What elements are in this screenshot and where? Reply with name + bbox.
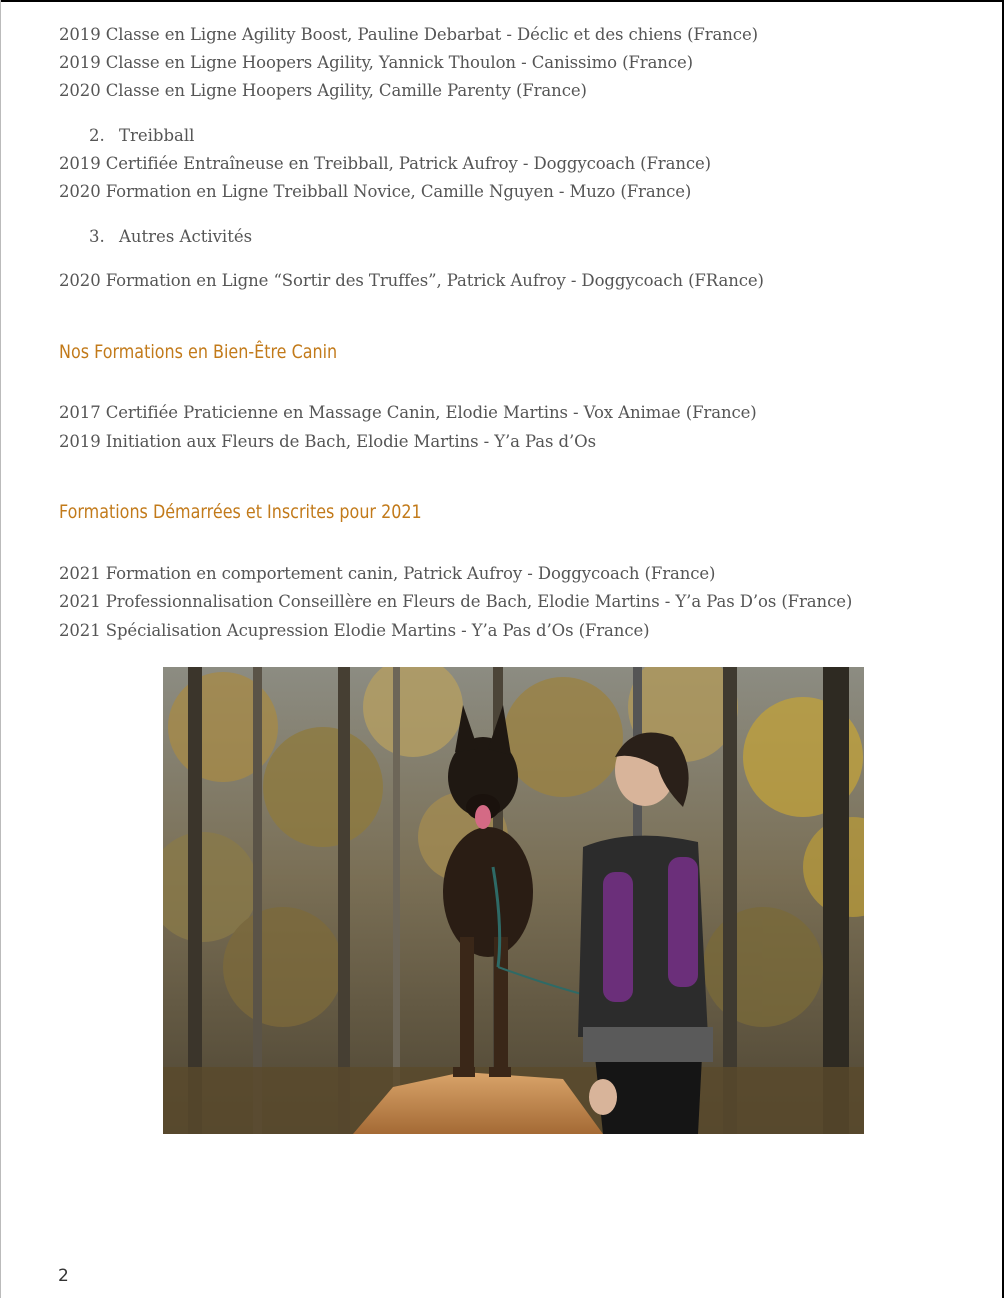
formation-2021-item: 2021 Professionnalisation Conseillère en Fleurs de Bach, Elodie Martins - Y’a Pas D’os (France): [59, 592, 853, 611]
autres-item: 2020 Formation en Ligne “Sortir des Truffes”, Patrick Aufroy - Doggycoach (FRance): [59, 271, 764, 290]
page-edge-left: [0, 0, 1, 1298]
heading-formations-2021: Formations Démarrées et Inscrites pour 2021: [59, 501, 422, 523]
heading-bien-etre: Nos Formations en Bien-Être Canin: [59, 341, 338, 363]
agility-item: 2019 Classe en Ligne Agility Boost, Pauline Debarbat - Déclic et des chiens (France): [59, 25, 758, 44]
list-number: 3.: [89, 227, 105, 246]
agility-item: 2019 Classe en Ligne Hoopers Agility, Yannick Thoulon - Canissimo (France): [59, 53, 693, 72]
list-number: 2.: [89, 126, 105, 145]
page-number: 2: [58, 1266, 69, 1286]
agility-item: 2020 Classe en Ligne Hoopers Agility, Camille Parenty (France): [59, 81, 587, 100]
photo-dog-and-trainer: [163, 667, 864, 1134]
treibball-item: 2019 Certifiée Entraîneuse en Treibball, Patrick Aufroy - Doggycoach (France): [59, 154, 712, 173]
bien-etre-item: 2017 Certifiée Praticienne en Massage Canin, Elodie Martins - Vox Animae (France): [59, 403, 757, 422]
formation-2021-item: 2021 Formation en comportement canin, Patrick Aufroy - Doggycoach (France): [59, 564, 716, 583]
page-edge-top: [0, 0, 1004, 2]
list-title: Treibball: [119, 126, 195, 145]
section-autres-title: [89, 226, 252, 248]
forest-scene-illustration: [163, 667, 864, 1134]
list-title: Autres Activités: [119, 227, 253, 246]
section-treibball-title: [89, 125, 194, 147]
formation-2021-item: 2021 Spécialisation Acupression Elodie Martins - Y’a Pas d’Os (France): [59, 621, 650, 640]
treibball-item: 2020 Formation en Ligne Treibball Novice, Camille Nguyen - Muzo (France): [59, 182, 692, 201]
bien-etre-item: 2019 Initiation aux Fleurs de Bach, Elodie Martins - Y’a Pas d’Os: [59, 432, 596, 451]
